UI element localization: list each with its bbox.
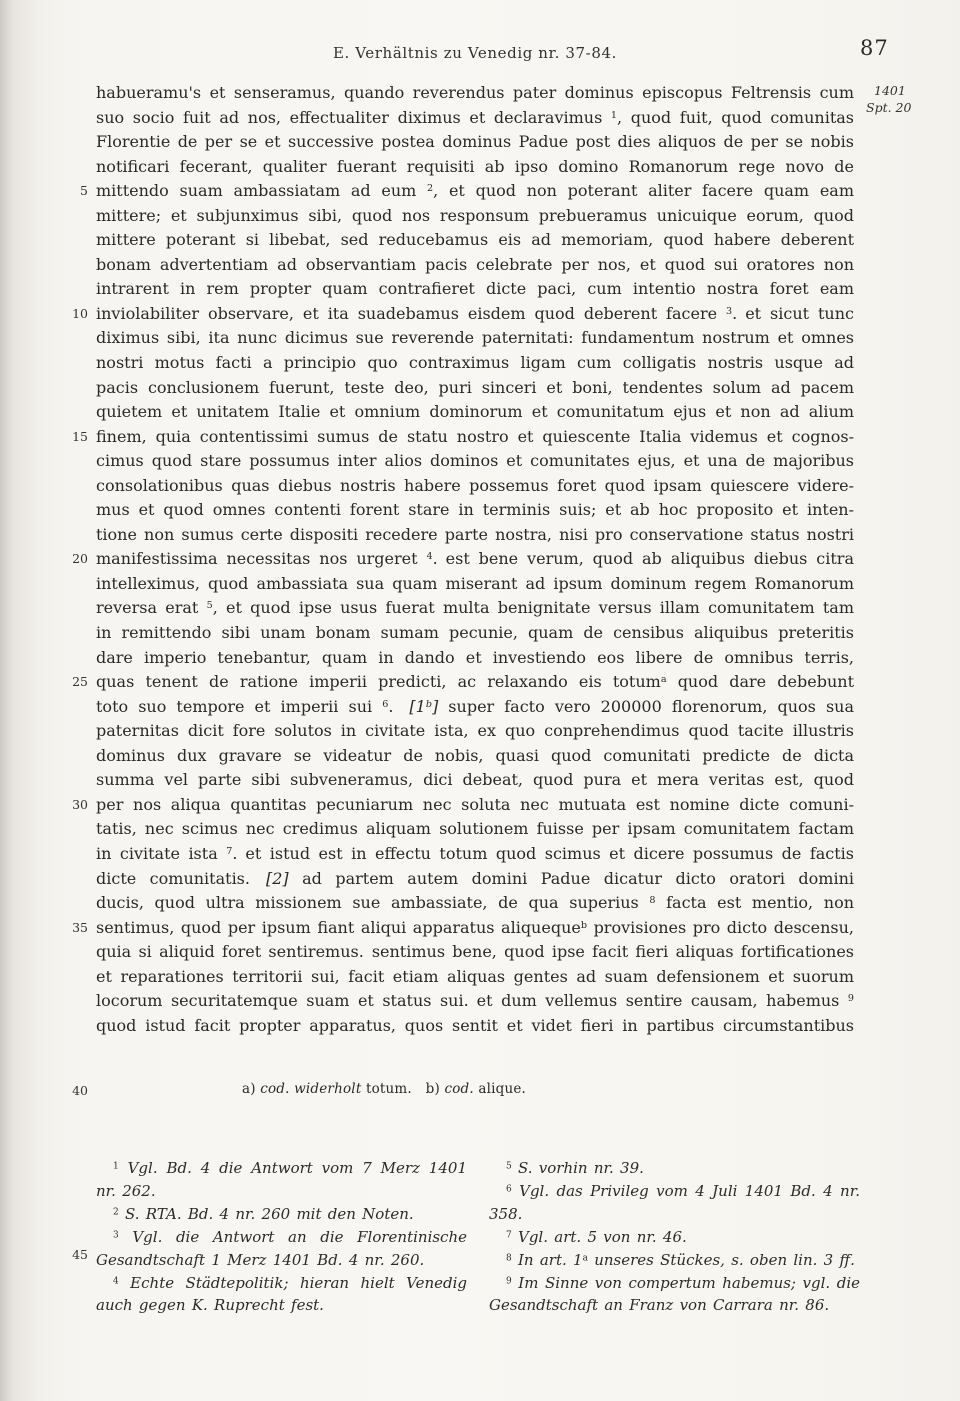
line-text: finem, quia contentissimi sumus de statu nostro et quiescente Italia videmus et cognos- [96,426,854,446]
line-text: quod istud facit propter apparatus, quos sentit et videt fieri in partibus circumstantibus [96,1015,854,1035]
line-text: summa vel parte sibi subveneramus, dici debeat, quod pura et mera veritas est, quod [96,770,854,790]
margin-line-number-40: 40 [72,1083,88,1098]
body-text-line [96,130,854,155]
line-text: manifestissima necessitas nos urgeret $^4$. est bene verum, quod ab aliquibus diebus citra [96,549,854,569]
body-text-line [72,793,854,818]
footnote-5: $^5$ S. vorhin nr. 39. [506,1159,644,1177]
body-text-line [96,596,854,621]
body-text-line [72,670,854,695]
margin-line-number: 10 [72,305,88,321]
footnotes-right-column [489,1157,860,1317]
footnote-marker: 7 [506,1230,512,1241]
footnote-marker: 5 [506,1161,512,1172]
line-text: intelleximus, quod ambassiata sua quam miserant ad ipsum dominum regem Romanorum [96,573,854,593]
line-text: Florentie de per se et successive postea dominus Padue post dies aliquos de per se nobis [96,132,854,152]
footnotes-section [96,1157,860,1317]
line-text: inviolabiliter observare, et ita suadebamus eisdem quod deberent facere $^3$. et sicut tunc [96,303,854,323]
body-text-line [96,326,854,351]
body-text-line [72,302,854,327]
line-text: pacis conclusionem fuerunt, teste deo, puri sinceri et boni, tendentes solum ad pacem [96,377,854,397]
line-text: mittendo suam ambassiatam ad eum $^2$, et quod non poterant aliter facere quam eam [96,181,855,201]
line-text: et reparationes territorii sui, facit etiam aliquas gentes ad suam defensionem et suorum [96,966,854,986]
page-number: 87 [860,36,889,60]
line-text: tione non sumus certe dispositi recedere parte nostra, nisi pro conservatione status nostri [96,524,854,544]
running-head [96,44,854,62]
main-text-block [72,81,855,1038]
critical-apparatus [72,1081,854,1098]
line-text: quietem et unitatem Italie et omnium dominorum et comunitatum ejus et non ad alium [96,402,854,422]
body-text-line [72,916,854,941]
body-text-line [96,621,854,646]
body-text-line [96,351,854,376]
footnote-1: $^1$ Vgl. Bd. 4 die Antwort vom 7 Merz 1401 nr. 262. [96,1159,467,1200]
line-text: suo socio fuit ad nos, effectualiter diximus et declaravimus $^1$, quod fuit, quod comunitas [96,107,855,127]
body-text-line [96,965,854,990]
line-text: in civitate ista $^7$. et istud est in effectu totum quod scimus et dicere possumus de factis [96,843,855,863]
page-title: E. Verhältnis zu Venedig nr. 37-84. [332,44,618,62]
body-text-line [96,106,854,131]
margin-line-number: 30 [72,796,88,812]
line-text: notificari fecerant, qualiter fuerant requisiti ab ipso domino Romanorum rege novo de [96,156,854,176]
body-text-line [96,940,854,965]
footnote-2: $^2$ S. RTA. Bd. 4 nr. 260 mit den Noten. [113,1204,414,1223]
margin-line-number: 5 [80,183,88,199]
footnote-marker: 1 [113,1161,119,1172]
footnote-4: $^4$ Echte Städtepolitik; hieran hielt Venedig auch gegen K. Ruprecht fest. [96,1273,467,1315]
footnotes-left-column [96,1157,467,1317]
body-text-line [96,695,854,720]
footnote-3: $^3$ Vgl. die Antwort an die Florentinische Gesandtschaft 1 Merz 1401 Bd. 4 nr. 260. [96,1227,467,1269]
line-text: per nos aliqua quantitas pecuniarum nec soluta nec mutuata est nomine dicte comuni- [96,794,854,814]
line-text: dicte comunitatis. [2] ad partem autem domini Padue dicatur dicto oratori domini [96,868,855,888]
margin-note-year: 1401 [874,83,906,98]
margin-line-number: 15 [72,428,88,444]
line-text: sentimus, quod per ipsum fiant aliqui apparatus aliqueque$^b$ provisiones pro dicto descensu, [96,917,854,937]
body-text-line [96,572,854,597]
footnote-marker: 2 [113,1207,119,1218]
body-text-line [96,474,854,499]
body-text-line [96,523,854,548]
footnote-marker: 4 [113,1276,119,1287]
line-text: reversa erat $^5$, et quod ipse usus fuerat multa benignitate versus illam comunitatem tam [96,598,854,618]
footnote-marker: 3 [113,1230,119,1241]
line-text: tatis, nec scimus nec credimus aliquam solutionem fuisse per ipsam comunitatem factam [96,819,854,839]
body-text-line [96,376,854,401]
body-text-line [96,449,854,474]
body-text-line [96,842,854,867]
line-text: cimus quod stare possumus inter alios dominos et comunitates ejus, et una de majoribus [96,451,854,471]
line-text: nostri motus facti a principio quo contraximus ligam cum colligatis nostris usque ad [96,353,854,373]
margin-note-day: Spt. 20 [866,100,912,115]
body-text-line [96,400,854,425]
line-text: dare imperio tenebantur, quam in dando et investiendo eos libere de omnibus terris, [96,647,854,667]
body-text-line [96,768,854,793]
body-text-line [96,155,854,180]
line-text: intrarent in rem propter quam contrafieret dicte paci, cum intentio nostra foret eam [96,279,854,299]
body-text-line [96,204,854,229]
footnote-6: $^6$ Vgl. das Privileg vom 4 Juli 1401 Bd. 4 nr. 358. [489,1181,860,1223]
line-text: habueramu's et senseramus, quando reverendus pater dominus episcopus Feltrensis cum [96,83,854,102]
body-text-line [96,1014,854,1039]
line-text: bonam advertentiam ad observantiam pacis celebrate per nos, et quod sui oratores non [96,254,854,274]
body-text-line [96,891,854,916]
line-text: dominus dux gravare se videatur de nobis, quasi quod comunitati predicte de dicta [96,745,854,765]
footnote-marker: 9 [506,1276,512,1287]
apparatus-text: a) cod. widerholt totum. b) cod. alique. [242,1081,527,1097]
line-text: locorum securitatemque suam et status sui. et dum vellemus sentire causam, habemus $^9$ [96,991,854,1011]
body-text-line [96,646,854,671]
footnote-marker: 6 [506,1184,512,1195]
body-text-line [96,817,854,842]
line-text: mittere poterant si libebat, sed reducebamus eis ad memoriam, quod habere deberent [96,230,854,250]
margin-date-note [866,82,956,116]
margin-line-number-45: 45 [72,1247,88,1262]
body-text-line [96,253,854,278]
body-text-line [96,744,854,769]
footnote-9: $^9$ Im Sinne von compertum habemus; vgl. die Gesandtschaft an Franz von Carrara nr. 86. [489,1273,860,1315]
line-text: in remittendo sibi unam bonam sumam pecunie, quam de censibus aliquibus preteritis [96,623,854,643]
body-text-line [72,547,854,572]
footnote-7: $^7$ Vgl. art. 5 von nr. 46. [506,1227,687,1246]
body-text-line [96,498,854,523]
line-text: consolationibus quas diebus nostris habere possemus foret quod ipsam quiescere videre- [96,475,854,495]
margin-line-number: 35 [72,919,88,935]
line-text: toto suo tempore et imperii sui $^6$. [1$^b$] super facto vero 200000 florenorum, quos sua [96,696,855,716]
line-text: paternitas dicit fore solutos in civitate ista, ex quo conprehendimus quod tacite illustris [96,721,854,741]
body-text-line [96,228,854,253]
margin-line-number: 20 [72,551,88,567]
footnote-8: $^8$ In art. 1$^a$ unseres Stückes, s. oben lin. 3 ff. [506,1250,855,1269]
line-text: mus et quod omnes contenti forent stare in terminis suis; et ab hoc proposito et inten- [96,500,854,520]
line-text: ducis, quod ultra missionem sue ambassiate, de qua superius $^8$ facta est mentio, non [96,893,855,913]
body-text-line [96,81,854,106]
line-text: quia si aliquid foret sentiremus. sentimus bene, quod ipse facit fieri aliquas fortificationes [96,942,854,962]
body-text-line [96,867,854,892]
line-text: mittere; et subjunximus sibi, quod nos responsum prebueramus unicuique eorum, quod [96,205,854,225]
line-text: diximus sibi, ita nunc dicimus sue reverende paternitati: fundamentum nostrum et omnes [96,328,854,348]
margin-line-number: 25 [72,674,88,690]
body-text-line [72,425,854,450]
line-text: quas tenent de ratione imperii predicti, ac relaxando eis totum$^a$ quod dare debebunt [96,672,854,692]
body-text-line [96,277,854,302]
body-text-line [96,719,854,744]
body-text-line [96,989,854,1014]
body-text-line [80,179,855,204]
footnote-marker: 8 [506,1253,512,1264]
